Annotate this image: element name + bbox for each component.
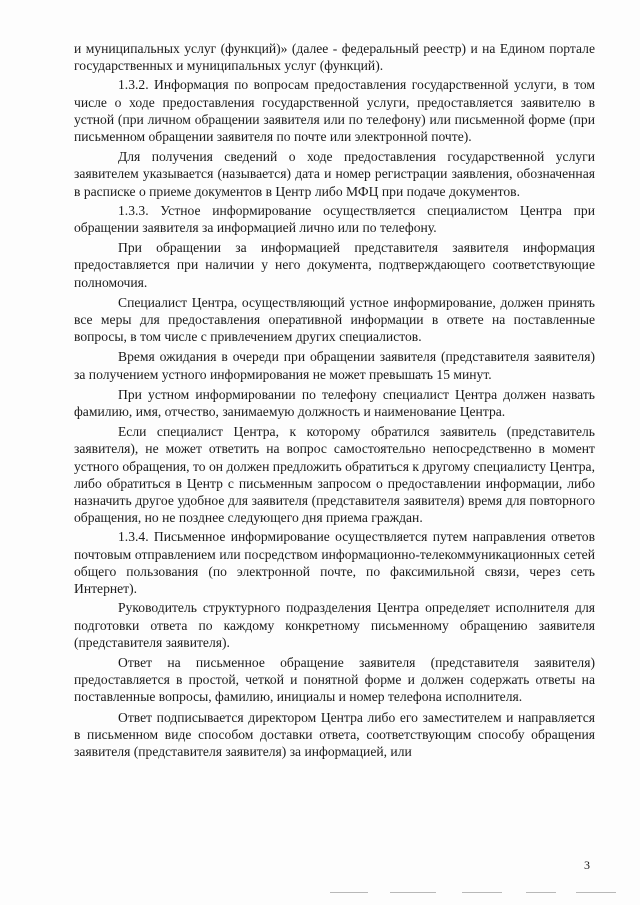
- scan-artifact-lines: [330, 888, 620, 898]
- paragraph-specialist: Специалист Центра, осуществляющий устное информирование, должен принять все меры для предоставления оперативной информации в ответе на поставленные вопросы, в том числе с привлечением других специалистов.: [74, 294, 595, 345]
- paragraph-waiting-time: Время ожидания в очереди при обращении заявителя (представителя заявителя) за получением устного информирования не может превышать 15 минут.: [74, 349, 595, 382]
- paragraph-1-3-2: 1.3.2. Информация по вопросам предоставления государственной услуги, в том числе о ходе предоставления государственной услуги, предоставляется заявителю в устной (при личном обращении заявителя или по телефону) или письменной форме (при письменном обращении заявителя по почте или электронной почте).: [74, 77, 595, 145]
- paragraph-1-3-4: 1.3.4. Письменное информирование осуществляется путем направления ответов почтовым отправлением или посредством информационно-телекоммуникационных сетей общего пользования (по электронной почте, по факсимильной связи, через сеть Интернет).: [74, 529, 595, 597]
- paragraph-signature: Ответ подписывается директором Центра либо его заместителем и направляется в письменном виде способом доставки ответа, соответствующим способу обращения заявителя (представителя заявителя) за информацией, или: [74, 709, 595, 759]
- paragraph-1-3-3: 1.3.3. Устное информирование осуществляется специалистом Центра при обращении заявителя за информацией лично или по телефону.: [74, 202, 595, 236]
- paragraph-phone-info: При устном информировании по телефону специалист Центра должен назвать фамилию, имя, отчество, занимаемую должность и наименование Центра.: [74, 386, 595, 420]
- paragraph-head-of-unit: Руководитель структурного подразделения Центра определяет исполнителя для подготовки ответа по каждому конкретному письменному обращению заявителя (представителя заявителя).: [74, 600, 595, 650]
- paragraph-written-answer: Ответ на письменное обращение заявителя (представителя заявителя) предоставляется в простой, четкой и понятной форме и должен содержать ответы на поставленные вопросы, фамилию, инициалы и номер телефона исполнителя.: [74, 654, 595, 705]
- paragraph-representative: При обращении за информацией представителя заявителя информация предоставляется при наличии у него документа, подтверждающего соответствующие полномочия.: [74, 240, 595, 290]
- paragraph-continuation: и муниципальных услуг (функций)» (далее - федеральный реестр) и на Едином портале государственных и муниципальных услуг (функций).: [74, 41, 595, 74]
- body-text: [74, 40, 595, 762]
- paragraph-status-info: Для получения сведений о ходе предоставления государственной услуги заявителем указывается (называется) дата и номер регистрации заявления, обозначенная в расписке о приеме документов в Центр либо МФЦ при подаче документов.: [74, 149, 595, 199]
- paragraph-cannot-answer: Если специалист Центра, к которому обратился заявитель (представитель заявителя), не может ответить на вопрос самостоятельно непосредственно в момент устного обращения, то он должен предложить обратиться к другому специалисту Центра, либо обратиться в Центр с письменным запросом о предоставлении информации, либо назначить другое удобное для заявителя (представителя заявителя) время для повторного обращения, но не позднее следующего дня приема граждан.: [74, 424, 595, 526]
- page-number: 3: [584, 858, 590, 872]
